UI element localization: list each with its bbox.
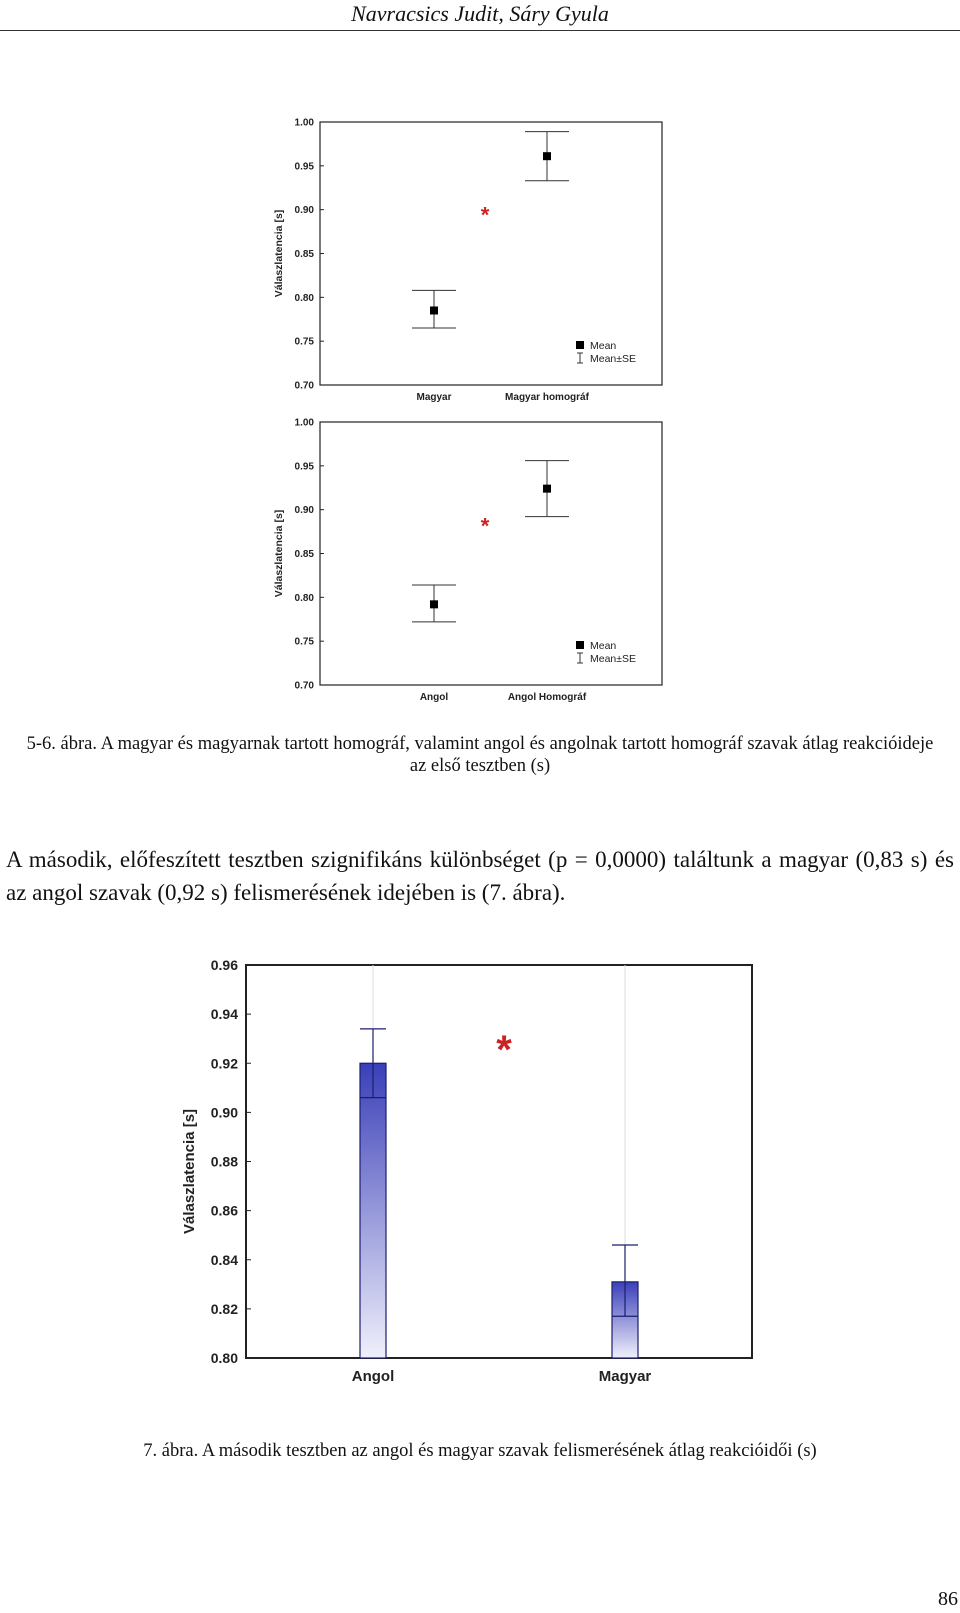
legend-se-label: Mean±SE bbox=[590, 653, 637, 665]
figure-6-svg bbox=[262, 410, 682, 710]
y-tick-label: 0.70 bbox=[294, 380, 314, 392]
y-tick-label: 0.75 bbox=[294, 636, 314, 648]
y-tick-label: 0.88 bbox=[210, 1153, 238, 1170]
bar bbox=[360, 1063, 386, 1358]
mean-point bbox=[430, 306, 438, 314]
mean-point bbox=[543, 152, 551, 160]
legend-mean-label: Mean bbox=[590, 640, 617, 652]
legend-mean-label: Mean bbox=[590, 340, 617, 352]
y-tick-label: 1.00 bbox=[294, 117, 314, 129]
mean-point bbox=[543, 485, 551, 493]
significance-asterisk: * bbox=[480, 513, 490, 539]
y-tick-label: 0.80 bbox=[210, 1350, 238, 1366]
figure-7-chart bbox=[170, 955, 780, 1420]
y-tick-label: 0.86 bbox=[210, 1202, 238, 1219]
running-head-authors: Navracsics Judit, Sáry Gyula bbox=[351, 1, 609, 26]
x-tick-label: Angol bbox=[351, 1368, 395, 1385]
page-number: 86 bbox=[938, 1588, 958, 1610]
y-tick-label: 0.95 bbox=[294, 161, 314, 173]
y-tick-label: 0.75 bbox=[294, 336, 314, 348]
figure-5-svg bbox=[262, 110, 682, 410]
x-tick-label: Angol Homográf bbox=[507, 692, 587, 703]
mean-point bbox=[430, 600, 438, 608]
figure-7-caption: 7. ábra. A második tesztben az angol és magyar szavak felismerésének átlag reakcióidői (s) bbox=[143, 1441, 817, 1461]
x-tick-label: Magyar bbox=[598, 1368, 652, 1385]
y-tick-label: 0.84 bbox=[210, 1251, 238, 1268]
x-tick-label: Magyar homográf bbox=[505, 392, 589, 403]
legend-mean-marker bbox=[576, 641, 584, 649]
legend-mean-marker bbox=[576, 341, 584, 349]
y-tick-label: 0.80 bbox=[294, 592, 314, 604]
y-tick-label: 0.82 bbox=[210, 1300, 238, 1317]
y-tick-label: 0.85 bbox=[294, 249, 314, 260]
x-tick-label: Angol bbox=[419, 692, 449, 703]
significance-asterisk: * bbox=[496, 1028, 512, 1072]
y-tick-label: 0.95 bbox=[294, 461, 314, 473]
y-tick-label: 0.90 bbox=[294, 205, 314, 217]
figure-6-chart bbox=[262, 410, 682, 710]
figure-5-chart bbox=[262, 110, 682, 410]
y-tick-label: 0.92 bbox=[210, 1055, 238, 1072]
legend-se-label: Mean±SE bbox=[590, 353, 637, 365]
significance-asterisk: * bbox=[480, 202, 490, 228]
y-tick-label: 0.90 bbox=[294, 505, 314, 517]
y-tick-label: 0.94 bbox=[210, 1006, 238, 1023]
y-tick-label: 0.85 bbox=[294, 549, 314, 560]
figure-56-caption: 5-6. ábra. A magyar és magyarnak tartott homográf, valamint angol és angolnak tartott homográf szavak átlag reakcióideje az első tesztben (s) bbox=[26, 734, 934, 776]
y-tick-label: 0.80 bbox=[294, 292, 314, 304]
y-axis-label: Válaszlatencia [s] bbox=[273, 509, 285, 598]
figure-7-svg bbox=[170, 955, 780, 1420]
y-axis-label: Válaszlatencia [s] bbox=[181, 1108, 198, 1235]
plot-frame bbox=[246, 965, 752, 1358]
body-paragraph: A második, előfeszített tesztben szignifikáns különbséget (p = 0,0000) találtunk a magyar (0,83 s) és az angol szavak (0,92 s) felismerésének idejében is (7. ábra). bbox=[6, 847, 954, 905]
y-axis-label: Válaszlatencia [s] bbox=[273, 209, 285, 298]
y-tick-label: 0.96 bbox=[210, 957, 238, 973]
running-head bbox=[0, 0, 960, 31]
y-tick-label: 0.70 bbox=[294, 680, 314, 692]
y-tick-label: 1.00 bbox=[294, 417, 314, 429]
x-tick-label: Magyar bbox=[416, 392, 452, 403]
y-tick-label: 0.90 bbox=[210, 1104, 238, 1121]
